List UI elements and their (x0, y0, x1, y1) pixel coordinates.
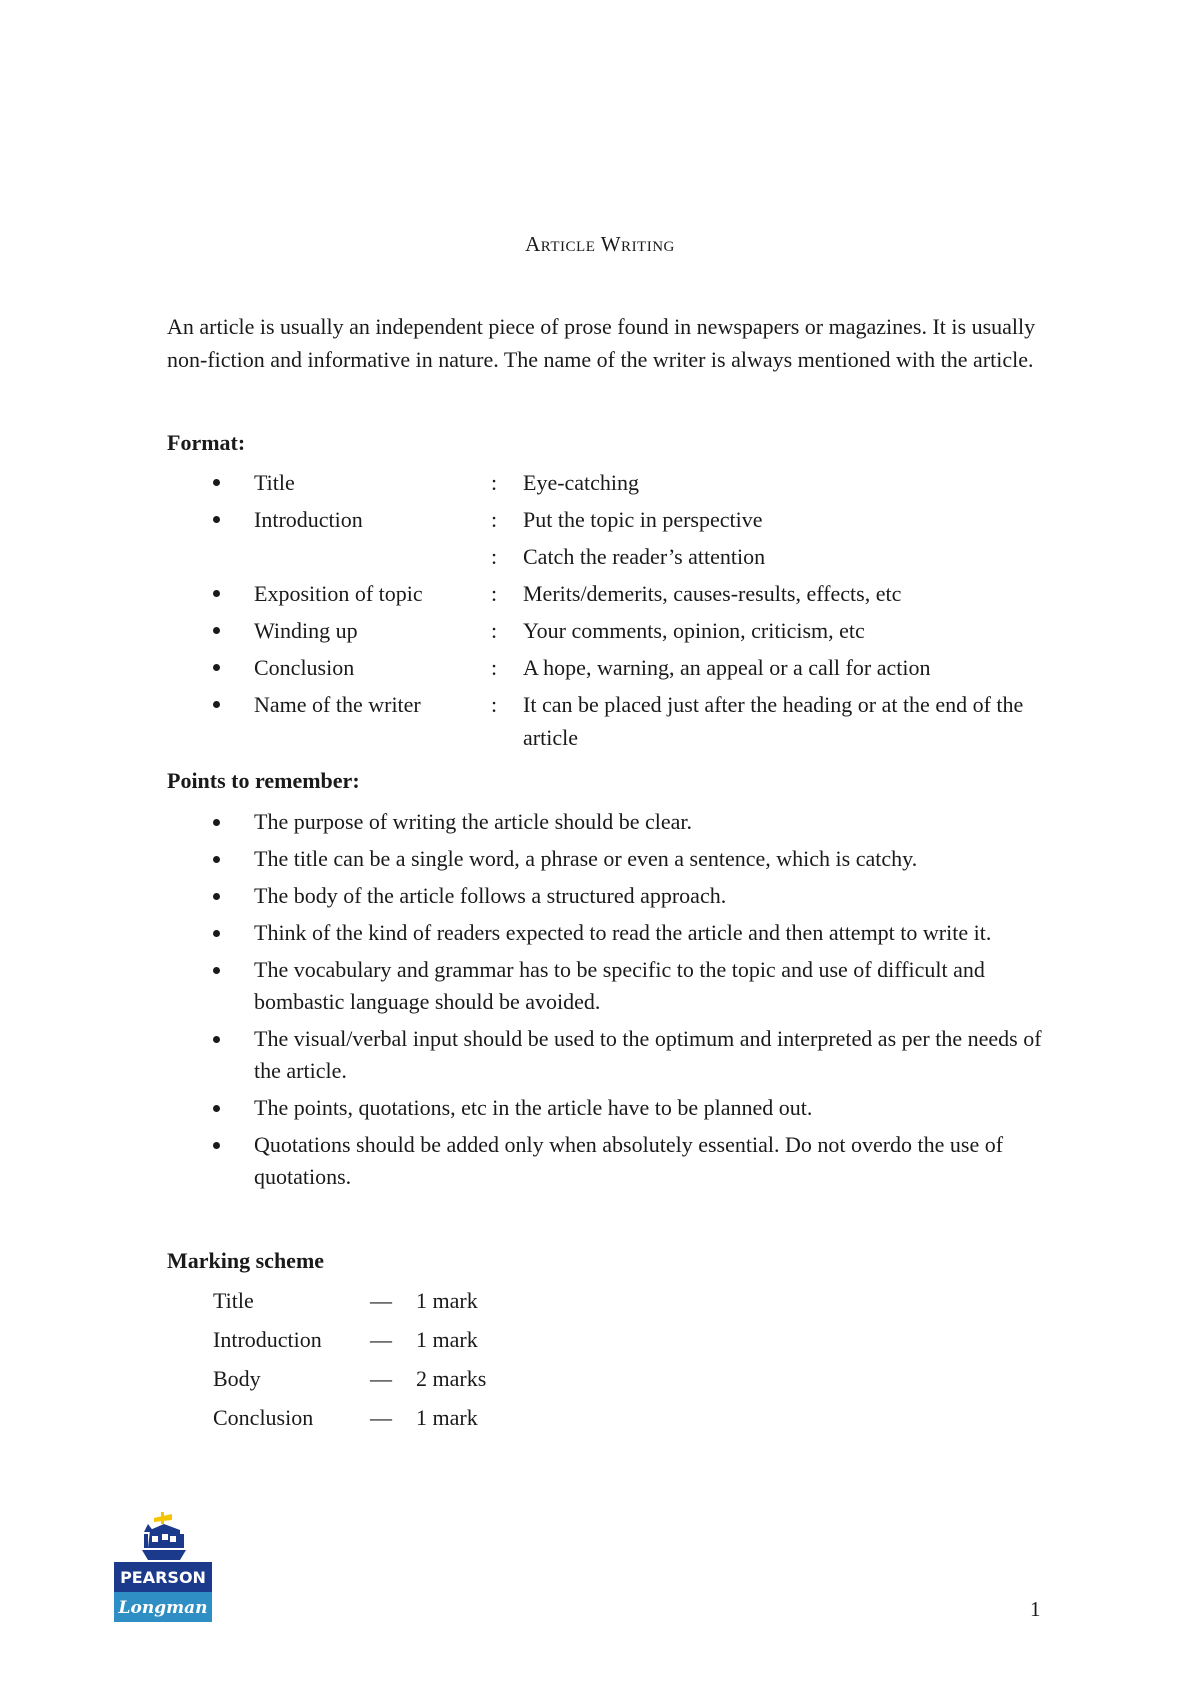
point-text: The points, quotations, etc in the article have to be planned out. (254, 1095, 813, 1120)
list-item (0, 1092, 1054, 1124)
logo-line2: Longman (118, 1598, 208, 1618)
list-item (0, 806, 1054, 838)
format-label: Name of the writer (254, 692, 421, 717)
point-text: The vocabulary and grammar has to be specific to the topic and use of difficult and bombastic language should be avoided. (254, 957, 985, 1014)
bullet-icon (213, 893, 220, 900)
format-value: It can be placed just after the heading or at the end of the article (523, 692, 1024, 750)
mark-dash: — (370, 1366, 392, 1391)
ship-icon (142, 1512, 186, 1560)
marking-scheme (0, 1286, 1200, 1442)
format-row (0, 651, 1200, 688)
point-text: Think of the kind of readers expected to read the article and then attempt to write it. (254, 920, 992, 945)
mark-row (0, 1325, 1200, 1364)
format-value: Merits/demerits, causes-results, effects, etc (523, 581, 902, 606)
list-item (0, 1129, 1054, 1193)
mark-value: 2 marks (416, 1366, 487, 1391)
points-list (0, 806, 1200, 1198)
mark-dash: — (370, 1288, 392, 1313)
format-colon: : (491, 507, 498, 532)
mark-row (0, 1403, 1200, 1442)
format-colon: : (491, 692, 498, 717)
format-row (0, 466, 1200, 503)
mark-value: 1 mark (416, 1288, 478, 1313)
bullet-icon (213, 1142, 220, 1149)
format-value: A hope, warning, an appeal or a call for action (523, 655, 931, 680)
point-text: The body of the article follows a structured approach. (254, 883, 727, 908)
format-row (0, 614, 1200, 651)
format-colon: : (491, 581, 498, 606)
mark-row (0, 1286, 1200, 1325)
bullet-icon (213, 1036, 220, 1043)
page-number: 1 (1030, 1597, 1041, 1621)
mark-dash: — (370, 1327, 392, 1352)
points-heading: Points to remember: (167, 768, 360, 793)
format-label: Winding up (254, 618, 358, 643)
point-text: The visual/verbal input should be used to the optimum and interpreted as per the needs of the article. (254, 1026, 1042, 1083)
bullet-icon (213, 819, 220, 826)
format-label: Conclusion (254, 655, 355, 680)
format-heading: Format: (167, 430, 246, 455)
format-label: Exposition of topic (254, 581, 423, 606)
list-item (0, 917, 1054, 949)
list-item (0, 880, 1054, 912)
format-value: Eye-catching (523, 470, 640, 495)
intro-paragraph: An article is usually an independent piece of prose found in newspapers or magazines. It is usually non-fiction and informative in nature. The name of the writer is always mentioned with the article. (167, 314, 1036, 372)
mark-row (0, 1364, 1200, 1403)
mark-label: Body (213, 1366, 261, 1391)
list-item (0, 954, 1054, 1018)
format-row (0, 688, 1200, 758)
format-value: Your comments, opinion, criticism, etc (523, 618, 865, 643)
bullet-icon (213, 930, 220, 937)
format-list (0, 466, 1200, 758)
list-item (0, 843, 1054, 875)
bullet-icon (213, 856, 220, 863)
marking-heading: Marking scheme (167, 1248, 325, 1273)
bullet-icon (213, 701, 220, 708)
logo-line1: PEARSON (120, 1568, 206, 1587)
mark-value: 1 mark (416, 1327, 478, 1352)
bullet-icon (213, 627, 220, 634)
pearson-longman-logo (114, 1510, 212, 1624)
mark-dash: — (370, 1405, 392, 1430)
format-colon: : (491, 544, 498, 569)
list-item (0, 1023, 1054, 1087)
bullet-icon (213, 967, 220, 974)
format-label: Introduction (254, 507, 363, 532)
bullet-icon (213, 664, 220, 671)
mark-label: Introduction (213, 1327, 322, 1352)
format-value: Catch the reader’s attention (523, 544, 766, 569)
format-value: Put the topic in perspective (523, 507, 763, 532)
format-row (0, 503, 1200, 540)
page-title: Article Writing (525, 232, 675, 256)
mark-label: Title (213, 1288, 254, 1313)
point-text: Quotations should be added only when absolutely essential. Do not overdo the use of quotations. (254, 1132, 1004, 1189)
format-label: Title (254, 470, 295, 495)
format-colon: : (491, 655, 498, 680)
format-row (0, 540, 1200, 577)
bullet-icon (213, 1105, 220, 1112)
bullet-icon (213, 590, 220, 597)
point-text: The purpose of writing the article should be clear. (254, 809, 693, 834)
format-row (0, 577, 1200, 614)
bullet-icon (213, 516, 220, 523)
mark-value: 1 mark (416, 1405, 478, 1430)
bullet-icon (213, 479, 220, 486)
mark-label: Conclusion (213, 1405, 314, 1430)
format-colon: : (491, 618, 498, 643)
point-text: The title can be a single word, a phrase or even a sentence, which is catchy. (254, 846, 918, 871)
format-colon: : (491, 470, 498, 495)
